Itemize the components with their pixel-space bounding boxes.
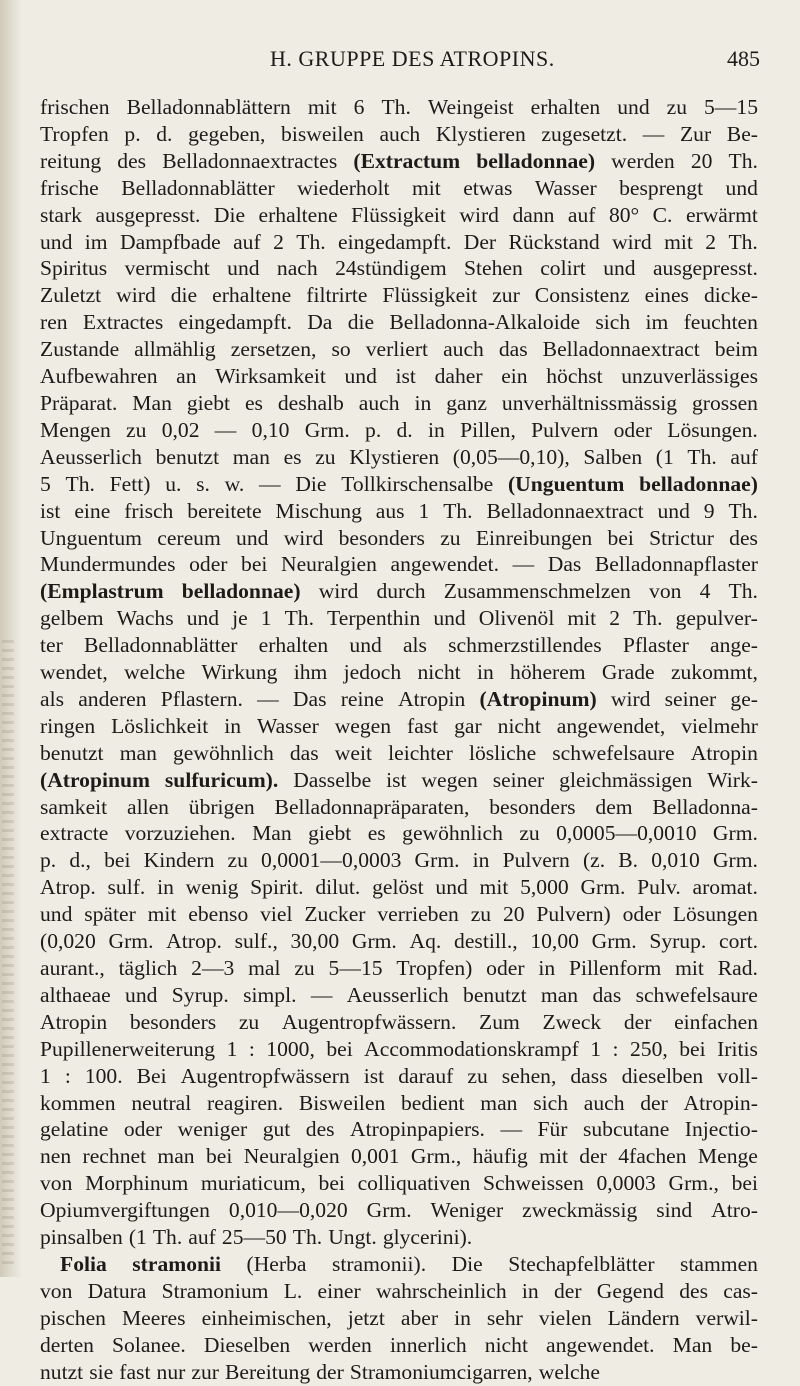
text-line: Mengen zu 0,02 — 0,10 Grm. p. d. in Pillen, Pulvern oder Lösungen. [40, 417, 758, 442]
text-line: pinsalben (1 Th. auf 25—50 Th. Ungt. glycerini). [40, 1225, 473, 1250]
text-line: von Datura Stramonium L. einer wahrscheinlich in der Gegend des cas- [40, 1278, 758, 1303]
text-line: Atrop. sulf. in wenig Spirit. dilut. gelöst und mit 5,000 Grm. Pulv. aromat. [40, 875, 758, 900]
text-line: Tropfen p. d. gegeben, bisweilen auch Klystieren zugesetzt. — Zur Be- [40, 121, 758, 146]
text-line: gelatine oder weniger gut des Atropinpapiers. — Für subcutane Injectio- [40, 1117, 758, 1142]
gutter-marks [2, 640, 14, 1270]
text-line: Präparat. Man giebt es deshalb auch in ganz unverhältnissmässig grossen [40, 390, 758, 415]
text-line: Pupillenerweiterung 1 : 1000, bei Accommodationskrampf 1 : 250, bei Iritis [40, 1036, 758, 1061]
text-line: Opiumvergiftungen 0,010—0,020 Grm. Weniger zweckmässig sind Atro- [40, 1198, 758, 1223]
text-line: und später mit ebenso viel Zucker verrieben zu 20 Pulvern) oder Lösungen [40, 902, 758, 927]
text-line: derten Solanee. Dieselben werden innerlich nicht angewendet. Man be- [40, 1332, 758, 1357]
text-line: ter Belladonnablätter erhalten und als schmerzstillendes Pflaster ange- [40, 633, 758, 658]
text-line: althaeae und Syrup. simpl. — Aeusserlich benutzt man das schwefelsaure [40, 982, 758, 1007]
text-line: Atropin besonders zu Augentropfwässern. Zum Zweck der einfachen [40, 1009, 758, 1034]
text-line: 5 Th. Fett) u. s. w. — Die Tollkirschensalbe (Unguentum belladonnae) [40, 471, 758, 496]
text-line: benutzt man gewöhnlich das weit leichter lösliche schwefelsaure Atropin [40, 740, 758, 765]
text-line: Folia stramonii (Herba stramonii). Die Stechapfelblätter stammen [60, 1251, 758, 1276]
text-line: ren Extractes eingedampft. Da die Belladonna-Alkaloide sich im feuchten [40, 310, 758, 335]
text-line: p. d., bei Kindern zu 0,0001—0,0003 Grm. in Pulvern (z. B. 0,010 Grm. [40, 848, 758, 873]
text-line: als anderen Pflastern. — Das reine Atropin (Atropinum) wird seiner ge- [40, 686, 758, 711]
text-line: 1 : 100. Bei Augentropfwässern ist darauf zu sehen, dass dieselben voll- [40, 1063, 758, 1088]
text-line: kommen neutral reagiren. Bisweilen bedient man sich auch der Atropin- [40, 1090, 758, 1115]
text-line: pischen Meeres einheimischen, jetzt aber in sehr vielen Ländern verwil- [40, 1305, 758, 1330]
text-line: von Morphinum muriaticum, bei colliquativen Schweissen 0,0003 Grm., bei [40, 1171, 758, 1196]
text-line: ringen Löslichkeit in Wasser wegen fast gar nicht angewendet, vielmehr [40, 713, 758, 738]
text-line: frischen Belladonnablättern mit 6 Th. Weingeist erhalten und zu 5—15 [40, 95, 758, 119]
running-header [38, 46, 760, 80]
text-line: Aeusserlich benutzt man es zu Klystieren (0,05—0,10), Salben (1 Th. auf [40, 444, 758, 469]
text-line: Mundermundes oder bei Neuralgien angewendet. — Das Belladonnapflaster [40, 552, 758, 577]
body-text [40, 94, 758, 1386]
text-line: (Emplastrum belladonnae) wird durch Zusammenschmelzen von 4 Th. [40, 579, 758, 604]
text-line: Zuletzt wird die erhaltene filtrirte Flüssigkeit zur Consistenz eines dicke- [40, 283, 758, 308]
text-line: reitung des Belladonnaextractes (Extractum belladonnae) werden 20 Th. [40, 148, 758, 173]
text-line: aurant., täglich 2—3 mal zu 5—15 Tropfen) oder in Pillenform mit Rad. [40, 956, 758, 980]
text-line: samkeit allen übrigen Belladonnapräparaten, besonders dem Belladonna- [40, 794, 758, 819]
text-line: wendet, welche Wirkung ihm jedoch nicht in höherem Grade zukommt, [40, 660, 758, 685]
text-line: (0,020 Grm. Atrop. sulf., 30,00 Grm. Aq. destill., 10,00 Grm. Syrup. cort. [40, 929, 758, 954]
text-line: und im Dampfbade auf 2 Th. eingedampft. Der Rückstand wird mit 2 Th. [40, 229, 758, 254]
text-line: Spiritus vermischt und nach 24stündigem Stehen colirt und ausgepresst. [40, 256, 758, 281]
page-number: 485 [727, 46, 760, 71]
page-gutter-shadow [0, 0, 22, 1277]
text-line: frische Belladonnablätter wiederholt mit etwas Wasser besprengt und [40, 175, 758, 200]
text-line: Aufbewahren an Wirksamkeit und ist daher ein höchst unzuverlässiges [40, 364, 758, 389]
text-line: stark ausgepresst. Die erhaltene Flüssigkeit wird dann auf 80° C. erwärmt [40, 202, 758, 227]
text-line: Unguentum cereum und wird besonders zu Einreibungen bei Strictur des [40, 525, 758, 550]
text-line: nutzt sie fast nur zur Bereitung der Stramoniumcigarren, welche [40, 1359, 600, 1384]
text-line: extracte vorzuziehen. Man giebt es gewöhnlich zu 0,0005—0,0010 Grm. [40, 821, 758, 846]
running-title: H. GRUPPE DES ATROPINS. [270, 46, 555, 71]
text-line: (Atropinum sulfuricum). Dasselbe ist wegen seiner gleichmässigen Wirk- [40, 767, 758, 792]
text-line: gelbem Wachs und je 1 Th. Terpenthin und Olivenöl mit 2 Th. gepulver- [40, 606, 758, 631]
text-line: nen rechnet man bei Neuralgien 0,001 Grm., häufig mit der 4fachen Menge [40, 1144, 758, 1169]
text-line: ist eine frisch bereitete Mischung aus 1 Th. Belladonnaextract und 9 Th. [40, 498, 758, 523]
text-line: Zustande allmählig zersetzen, so verliert auch das Belladonnaextract beim [40, 337, 758, 362]
